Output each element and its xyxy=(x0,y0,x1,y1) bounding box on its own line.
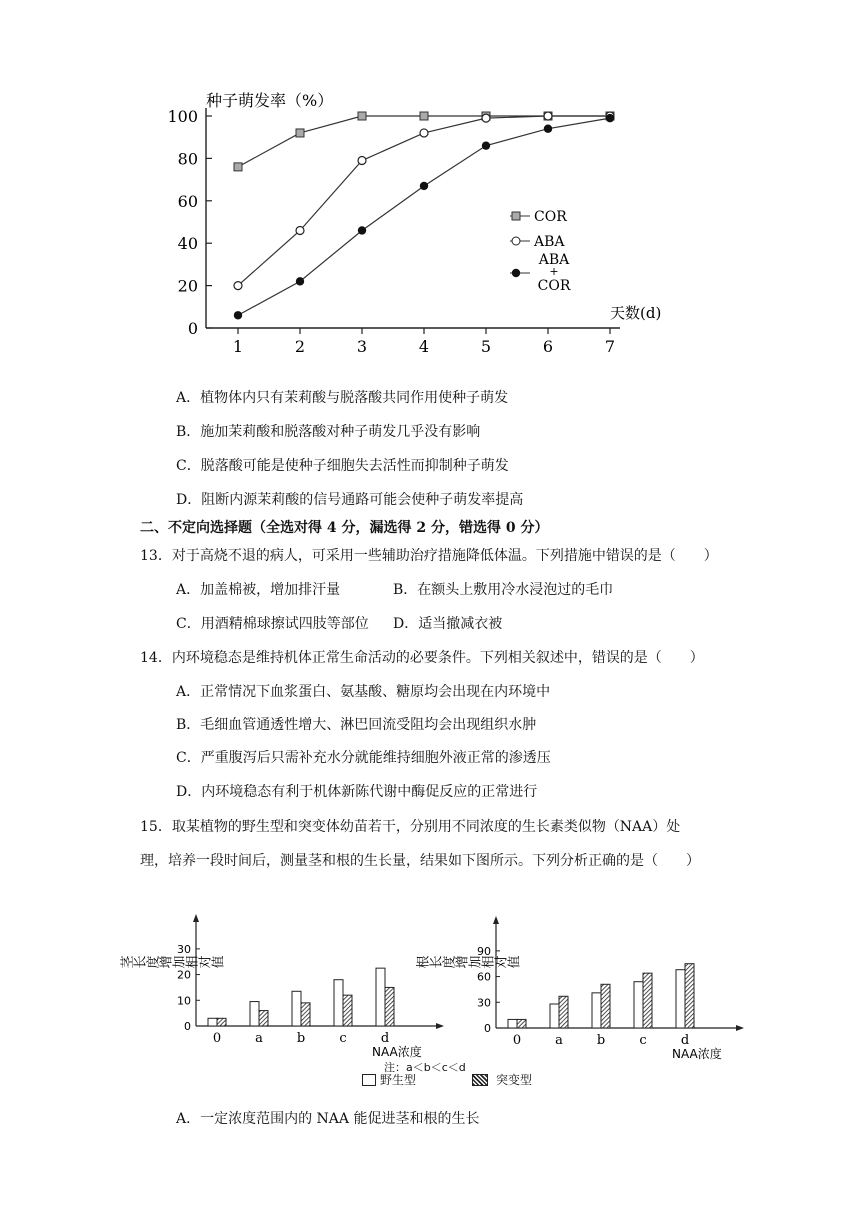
q13-option-a: A．加盖棉被，增加排汗量 xyxy=(176,582,341,598)
series-line xyxy=(238,116,610,167)
y-tick-label: 0 xyxy=(484,1022,491,1035)
x-tick-label: b xyxy=(296,1031,306,1046)
q13-option-d: D．适当撤减衣被 xyxy=(393,616,503,632)
legend-marker xyxy=(512,212,520,220)
data-point xyxy=(234,282,242,290)
y-tick-label: 10 xyxy=(177,994,191,1008)
data-point xyxy=(234,163,242,171)
q13-option-b: B．在额头上敷用冷水浸泡过的毛巾 xyxy=(393,582,614,598)
legend-swatch-wild xyxy=(362,1074,376,1086)
data-point xyxy=(544,112,552,120)
x-axis-title: 天数(d) xyxy=(610,304,662,322)
y-tick-label: 80 xyxy=(177,149,198,169)
x-tick-label: 4 xyxy=(418,337,430,356)
data-point xyxy=(234,311,242,319)
y-tick-label: 40 xyxy=(177,234,198,254)
q14-option-b: B．毛细血管通透性增大、淋巴回流受阻均会出现组织水肿 xyxy=(176,717,537,733)
q15-stem-line2: 理，培养一段时间后，测量茎和根的生长量，结果如下图所示。下列分析正确的是（ ） xyxy=(140,853,700,869)
data-point xyxy=(420,182,428,190)
q12-option-b: B．施加茉莉酸和脱落酸对种子萌发几乎没有影响 xyxy=(176,424,481,440)
y-tick-label: 20 xyxy=(177,276,198,296)
bar-mutant-c xyxy=(343,995,352,1026)
q14-stem: 14．内环境稳态是维持机体正常生命活动的必要条件。下列相关叙述中，错误的是（ ） xyxy=(140,650,704,666)
root-growth-bar-chart xyxy=(416,900,770,1070)
x-axis-arrow xyxy=(736,1025,744,1031)
legend-marker xyxy=(512,237,520,245)
legend-swatch-mutant xyxy=(472,1074,488,1086)
bar-wild-c xyxy=(334,980,343,1026)
y-tick-label: 0 xyxy=(187,319,198,338)
bar-wild-a xyxy=(550,1004,559,1028)
bar-wild-c xyxy=(634,982,643,1028)
q12-option-a: A．植物体内只有茉莉酸与脱落酸共同作用使种子萌发 xyxy=(176,390,509,406)
x-axis-arrow xyxy=(436,1023,444,1029)
data-point xyxy=(420,129,428,137)
x-tick-label: c xyxy=(339,1031,347,1046)
legend-marker xyxy=(512,269,520,277)
legend-label: + xyxy=(549,265,559,278)
bar-mutant-a xyxy=(259,1011,268,1026)
y-tick-label: 60 xyxy=(477,970,491,984)
legend-label-wild: 野生型 xyxy=(380,1073,417,1087)
bar-wild-b xyxy=(592,993,601,1028)
x-tick-label: 3 xyxy=(356,337,368,356)
bar-mutant-d xyxy=(685,964,694,1028)
y-tick-label: 60 xyxy=(177,191,198,211)
bar-mutant-d xyxy=(385,987,394,1026)
data-point xyxy=(358,112,366,120)
legend-label: COR xyxy=(537,278,571,294)
q14-option-a: A．正常情况下血浆蛋白、氨基酸、糖原均会出现在内环境中 xyxy=(176,684,551,700)
q12-option-c: C．脱落酸可能是使种子细胞失去活性而抑制种子萌发 xyxy=(176,458,509,474)
q15-stem-line1: 15．取某植物的野生型和突变体幼苗若干，分别用不同浓度的生长素类似物（NAA）处 xyxy=(140,819,681,835)
y-tick-label: 0 xyxy=(184,1020,191,1033)
bar-mutant-0 xyxy=(517,1019,526,1028)
data-point xyxy=(482,114,490,122)
data-point xyxy=(482,141,490,149)
y-axis-title: 种子萌发率（%） xyxy=(206,91,334,110)
data-point xyxy=(296,277,304,285)
data-point xyxy=(296,129,304,137)
data-point xyxy=(420,112,428,120)
x-tick-label: a xyxy=(255,1031,263,1046)
x-tick-label: 0 xyxy=(512,1033,522,1048)
bar-mutant-c xyxy=(643,973,652,1028)
bar-wild-d xyxy=(676,970,685,1028)
q15-option-a: A．一定浓度范围内的 NAA 能促进茎和根的生长 xyxy=(176,1111,480,1127)
legend-label: COR xyxy=(534,209,567,225)
x-tick-label: d xyxy=(680,1033,690,1048)
x-tick-label: 2 xyxy=(294,337,306,356)
y-axis-arrow xyxy=(193,914,199,922)
data-point xyxy=(358,157,366,165)
x-axis-title: NAA浓度 xyxy=(372,1045,422,1059)
bar-mutant-b xyxy=(301,1003,310,1026)
q12-option-d: D．阻断内源茉莉酸的信号通路可能会使种子萌发率提高 xyxy=(176,492,524,508)
bar-wild-0 xyxy=(508,1019,517,1028)
data-point xyxy=(544,125,552,133)
bar-wild-a xyxy=(250,1002,259,1026)
stem-growth-bar-chart xyxy=(120,900,450,1070)
bar-mutant-b xyxy=(601,984,610,1028)
x-tick-label: c xyxy=(639,1033,647,1048)
section-title: 二、不定向选择题（全选对得 4 分，漏选得 2 分，错选得 0 分） xyxy=(140,520,549,536)
bar-mutant-0 xyxy=(217,1018,226,1026)
legend-label-mutant: 突变型 xyxy=(496,1073,533,1087)
q13-stem: 13．对于高烧不退的病人，可采用一些辅助治疗措施降低体温。下列措施中错误的是（ ） xyxy=(140,548,718,564)
legend-label: ABA xyxy=(534,234,565,250)
bar-wild-0 xyxy=(208,1018,217,1026)
y-tick-label: 30 xyxy=(477,996,491,1010)
charts-note: 注：a＜b＜c＜d xyxy=(384,1061,466,1074)
bar-wild-b xyxy=(292,991,301,1026)
y-axis-title: 根长度增加相对值 xyxy=(416,956,520,972)
x-tick-label: 7 xyxy=(604,337,616,356)
bar-wild-d xyxy=(376,968,385,1026)
germination-line-chart xyxy=(150,86,690,366)
y-tick-label: 90 xyxy=(477,944,491,958)
y-axis-arrow xyxy=(493,916,499,924)
q14-option-c: C．严重腹泻后只需补充水分就能维持细胞外液正常的渗透压 xyxy=(176,750,551,766)
legend-label: ABA xyxy=(538,252,570,268)
q13-option-c: C．用酒精棉球擦试四肢等部位 xyxy=(176,616,369,632)
y-tick-label: 20 xyxy=(177,968,191,982)
y-tick-label: 100 xyxy=(167,107,198,126)
x-tick-label: d xyxy=(380,1031,390,1046)
x-tick-label: a xyxy=(555,1033,563,1048)
data-point xyxy=(296,226,304,234)
x-tick-label: b xyxy=(596,1033,606,1048)
x-axis-title: NAA浓度 xyxy=(672,1047,722,1061)
x-tick-label: 0 xyxy=(212,1031,222,1046)
x-tick-label: 5 xyxy=(480,337,492,356)
y-axis-title: 茎长度增加相对值 xyxy=(120,956,224,972)
y-tick-label: 30 xyxy=(177,942,191,956)
bar-mutant-a xyxy=(559,996,568,1028)
data-point xyxy=(358,226,366,234)
x-tick-label: 1 xyxy=(232,337,244,356)
x-tick-label: 6 xyxy=(542,337,554,356)
q14-option-d: D．内环境稳态有利于机体新陈代谢中酶促反应的正常进行 xyxy=(176,784,538,800)
data-point xyxy=(606,114,614,122)
